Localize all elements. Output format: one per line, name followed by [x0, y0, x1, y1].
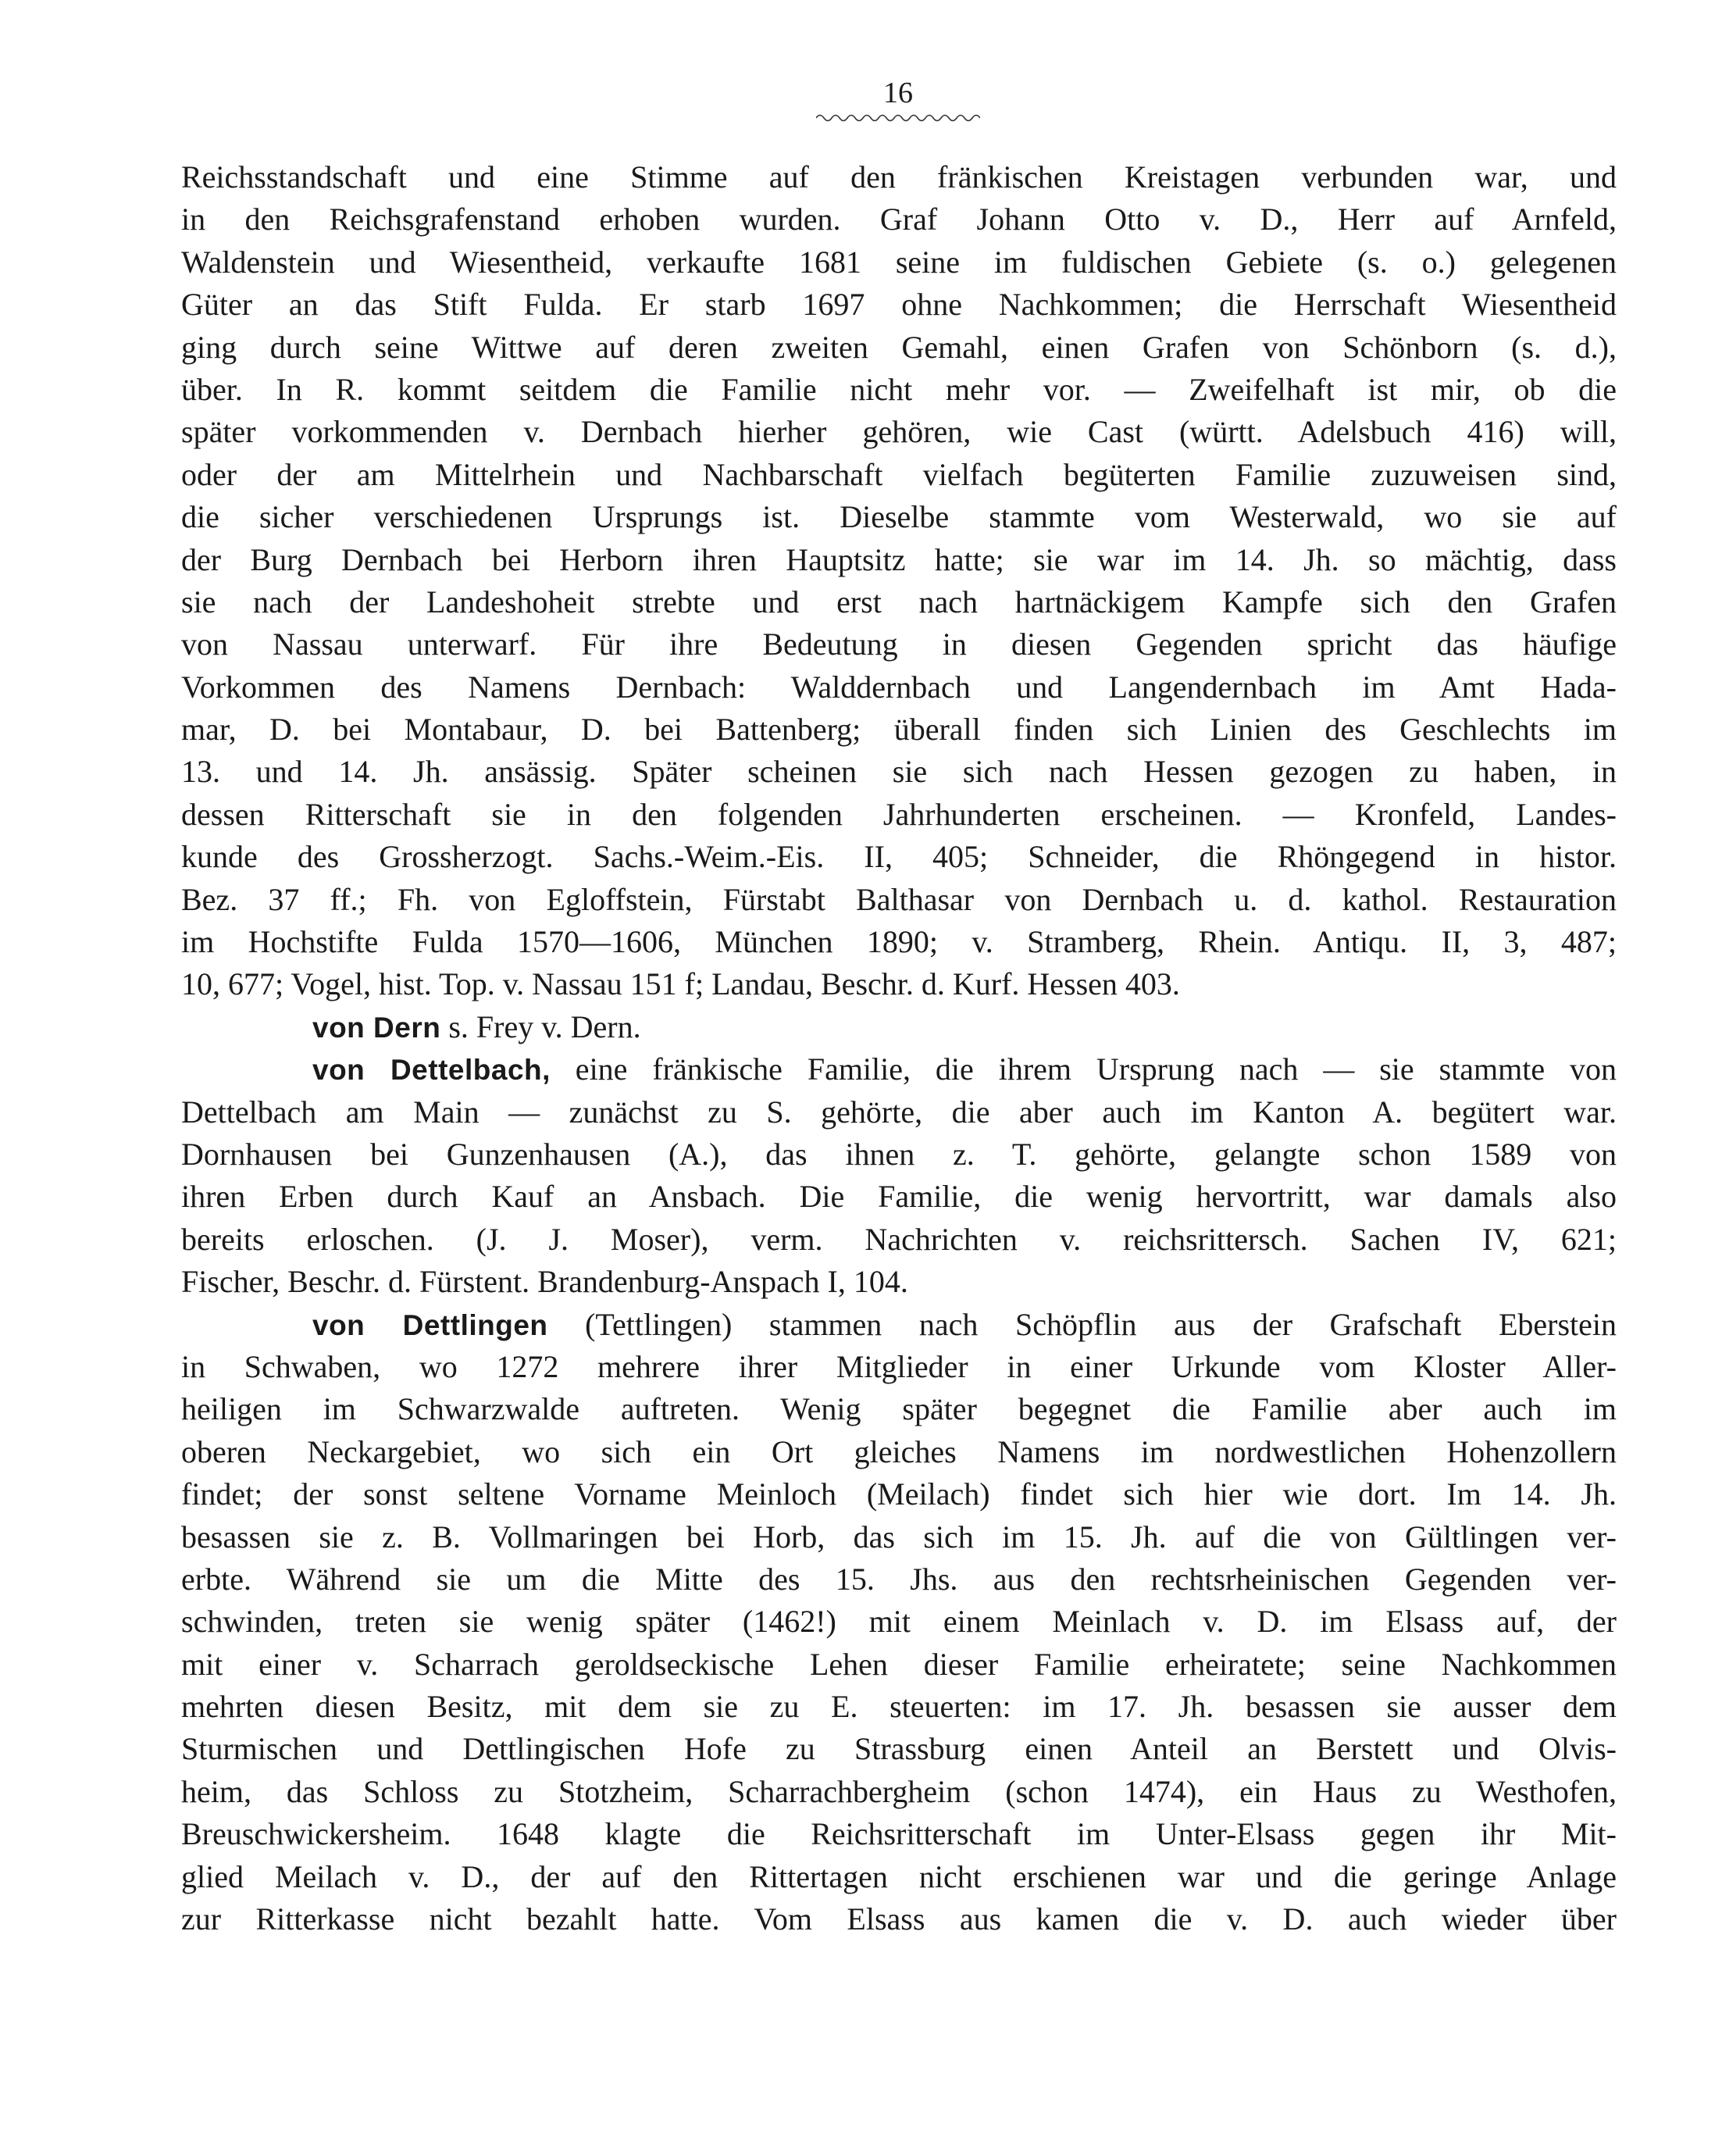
entry-heading: von Dettlingen: [312, 1308, 548, 1341]
text-line: die sicher verschiedenen Ursprungs ist. Dieselbe stammte vom Westerwald, wo sie auf: [181, 499, 1617, 535]
text-line: Güter an das Stift Fulda. Er starb 1697 ohne Nachkommen; die Herrschaft Wiesentheid: [181, 287, 1617, 323]
text-line: oberen Neckargebiet, wo sich ein Ort gleiches Namens im nordwestlichen Hohenzollern: [181, 1433, 1617, 1469]
text-line: findet; der sonst seltene Vorname Meinloch (Meilach) findet sich hier wie dort. Im 14. Jh.: [181, 1476, 1617, 1512]
text-line: 10, 677; Vogel, hist. Top. v. Nassau 151 f; Landau, Beschr. d. Kurf. Hessen 403.: [181, 966, 1180, 1002]
text-line: Fischer, Beschr. d. Fürstent. Brandenburg-Anspach I, 104.: [181, 1264, 908, 1300]
entry-von-dettelbach: [181, 1048, 1617, 1090]
entry-von-dettlingen: [181, 1304, 1617, 1346]
text-line: Waldenstein und Wiesentheid, verkaufte 1681 seine im fuldischen Gebiete (s. o.) gelegenen: [181, 244, 1617, 280]
text-line: Vorkommen des Namens Dernbach: Walddernbach und Langendernbach im Amt Hada-: [181, 669, 1617, 705]
text-line: ging durch seine Wittwe auf deren zweiten Gemahl, einen Grafen von Schönborn (s. d.),: [181, 329, 1617, 365]
text-line: heiligen im Schwarzwalde auftreten. Wenig später begegnet die Familie aber auch im: [181, 1391, 1617, 1427]
text-line: in den Reichsgrafenstand erhoben wurden. Graf Johann Otto v. D., Herr auf Arnfeld,: [181, 202, 1617, 237]
text-line: bereits erloschen. (J. J. Moser), verm. Nachrichten v. reichsrittersch. Sachen IV, 621;: [181, 1221, 1617, 1257]
text-line: besassen sie z. B. Vollmaringen bei Horb, das sich im 15. Jh. auf die von Gültlingen ver-: [181, 1519, 1617, 1555]
text-line: im Hochstifte Fulda 1570—1606, München 1890; v. Stramberg, Rhein. Antiqu. II, 3, 487;: [181, 924, 1617, 960]
text-line: kunde des Grossherzogt. Sachs.-Weim.-Eis. II, 405; Schneider, die Rhöngegend in histor.: [181, 839, 1617, 875]
text-line: Dettelbach am Main — zunächst zu S. gehörte, die aber auch im Kanton A. begütert war.: [181, 1094, 1617, 1130]
text-line: zur Ritterkasse nicht bezahlt hatte. Vom Elsass aus kamen die v. D. auch wieder über: [181, 1901, 1617, 1937]
body-text: [181, 156, 1617, 1940]
wavy-rule-ornament: [816, 112, 980, 123]
entry-text: s. Frey v. Dern.: [440, 1008, 641, 1044]
entry-von-dern: [181, 1006, 1617, 1048]
text-line: erbte. Während sie um die Mitte des 15. Jhs. aus den rechtsrheinischen Gegenden ver-: [181, 1561, 1617, 1597]
text-line: 13. und 14. Jh. ansässig. Später scheinen sie sich nach Hessen gezogen zu haben, in: [181, 754, 1617, 790]
text-line: in Schwaben, wo 1272 mehrere ihrer Mitglieder in einer Urkunde vom Kloster Aller-: [181, 1348, 1617, 1384]
text-line: Sturmischen und Dettlingischen Hofe zu Strassburg einen Anteil an Berstett und Olvis-: [181, 1731, 1617, 1767]
entry-heading: von Dern: [312, 1011, 441, 1044]
text-line: Breuschwickersheim. 1648 klagte die Reichsritterschaft im Unter-Elsass gegen ihr Mit-: [181, 1816, 1617, 1852]
text-line: Dornhausen bei Gunzenhausen (A.), das ihnen z. T. gehörte, gelangte schon 1589 von: [181, 1136, 1617, 1172]
text-line: mar, D. bei Montabaur, D. bei Battenberg; überall finden sich Linien des Geschlechts im: [181, 712, 1617, 748]
text-line: ihren Erben durch Kauf an Ansbach. Die Familie, die wenig hervortritt, war damals also: [181, 1179, 1617, 1215]
text-line: der Burg Dernbach bei Herborn ihren Hauptsitz hatte; sie war im 14. Jh. so mächtig, dass: [181, 541, 1617, 577]
text-line: über. In R. kommt seitdem die Familie nicht mehr vor. — Zweifelhaft ist mir, ob die: [181, 371, 1617, 407]
text-line: dessen Ritterschaft sie in den folgenden Jahrhunderten erscheinen. — Kronfeld, Landes-: [181, 796, 1617, 832]
text-line: glied Meilach v. D., der auf den Rittertagen nicht erschienen war und die geringe Anlage: [181, 1858, 1617, 1894]
entry-text: eine fränkische Familie, die ihrem Ursprung nach — sie stammte von: [550, 1051, 1617, 1087]
entry-heading: von Dettelbach,: [312, 1054, 551, 1087]
entry-text: (Tettlingen) stammen nach Schöpflin aus der Grafschaft Eberstein: [547, 1306, 1617, 1342]
page-number: 16: [883, 77, 913, 109]
text-line: heim, das Schloss zu Stotzheim, Scharrachbergheim (schon 1474), ein Haus zu Westhofen,: [181, 1773, 1617, 1809]
text-line: mehrten diesen Besitz, mit dem sie zu E. steuerten: im 17. Jh. besassen sie ausser dem: [181, 1689, 1617, 1725]
text-line: sie nach der Landeshoheit strebte und erst nach hartnäckigem Kampfe sich den Grafen: [181, 584, 1617, 619]
text-line: später vorkommenden v. Dernbach hierher gehören, wie Cast (württ. Adelsbuch 416) will,: [181, 414, 1617, 450]
text-line: von Nassau unterwarf. Für ihre Bedeutung in diesen Gegenden spricht das häufige: [181, 626, 1617, 662]
text-line: mit einer v. Scharrach geroldseckische Lehen dieser Familie erheiratete; seine Nachkommen: [181, 1646, 1617, 1682]
text-line: Bez. 37 ff.; Fh. von Egloffstein, Fürstabt Balthasar von Dernbach u. d. kathol. Restauration: [181, 881, 1617, 917]
text-line: Reichsstandschaft und eine Stimme auf den fränkischen Kreistagen verbunden war, und: [181, 159, 1617, 195]
text-line: schwinden, treten sie wenig später (1462!) mit einem Meinlach v. D. im Elsass auf, der: [181, 1604, 1617, 1640]
text-line: oder der am Mittelrhein und Nachbarschaft vielfach begüterten Familie zuzuweisen sind,: [181, 456, 1617, 492]
